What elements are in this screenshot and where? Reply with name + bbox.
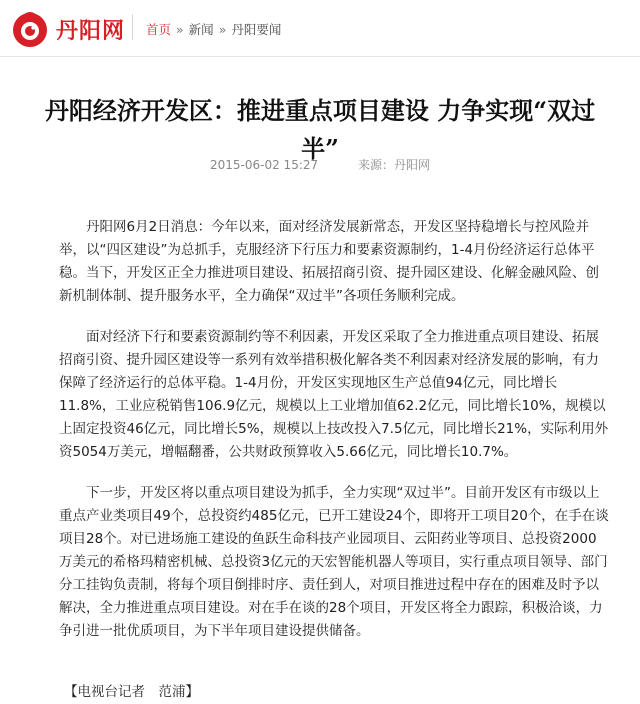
source-name: 丹阳网: [393, 158, 430, 172]
breadcrumb-separator: »: [176, 22, 184, 37]
header-divider: [132, 14, 133, 40]
breadcrumb-separator: »: [218, 22, 227, 37]
article-paragraph: 下一步，开发区将以重点项目建设为抓手，全力实现“双过半”。目前开发区有市级以上重点产业类项目49个，总投资约485亿元，已开工建设24个，即将开工项目20个，在手在谈项目28个。对已进场施工建设的鱼跃生命科技产业园项目、云阳药业等项目、总投资2000万美元的希格玛精密机械、总投资3亿元的天宏智能机器人等项目，实行重点项目领导、部门分工挂钩负责制，将每个项目倒排时序、责任到人，对项目推进过程中存在的困难及时予以解决，全力推进重点项目建设。对在手在谈的28个项目，开发区将全力跟踪，积极洽谈，力争引进一批优质项目，为下半年项目建设提供储备。: [59, 485, 609, 639]
source-label: 来源：: [357, 158, 394, 172]
site-header: [0, 0, 640, 57]
article-body: [59, 216, 609, 661]
breadcrumb-news-link[interactable]: 新闻: [188, 22, 214, 37]
article-title: 丹阳经济开发区：推进重点项目建设 力争实现“双过半”: [44, 96, 596, 164]
breadcrumb-section-link[interactable]: 丹阳要闻: [231, 22, 282, 37]
breadcrumb-home-link[interactable]: 首页: [146, 22, 172, 37]
article-paragraph: 面对经济下行和要素资源制约等不利因素，开发区采取了全力推进重点项目建设、拓展招商引资、提升园区建设等一系列有效举措积极化解各类不利因素对经济发展的影响，有力保障了经济运行的总体平稳。1-4月份，开发区实现地区生产总值94亿元，同比增长11.8%，工业应税销售106.9亿元，规模以上工业增加值62.2亿元，同比增长10%，规模以上固定投资46亿元，同比增长5%，规模以上技改投入7.5亿元，同比增长21%，实际利用外资5054万美元，增幅翻番，公共财政预算收入5.66亿元，同比增长10.7%。: [59, 329, 609, 460]
publish-date: 2015-06-02 15:27: [210, 158, 319, 172]
article-author: 【电视台记者 范浦】: [64, 684, 199, 700]
site-brand[interactable]: 丹阳网: [56, 19, 126, 44]
article-paragraph: 丹阳网6月2日消息：今年以来，面对经济发展新常态，开发区坚持稳增长与控风险并举，以“四区建设”为总抓手，克服经济下行压力和要素资源制约，1-4月份经济运行总体平稳。当下，开发区正全力推进项目建设、拓展招商引资、提升园区建设、化解金融风险、创新机制体制、提升服务水平，全力确保“双过半”各项任务顺利完成。: [59, 219, 599, 304]
article-meta: [0, 156, 640, 173]
pomegranate-logo-icon[interactable]: [8, 6, 52, 50]
breadcrumb: [146, 20, 281, 38]
